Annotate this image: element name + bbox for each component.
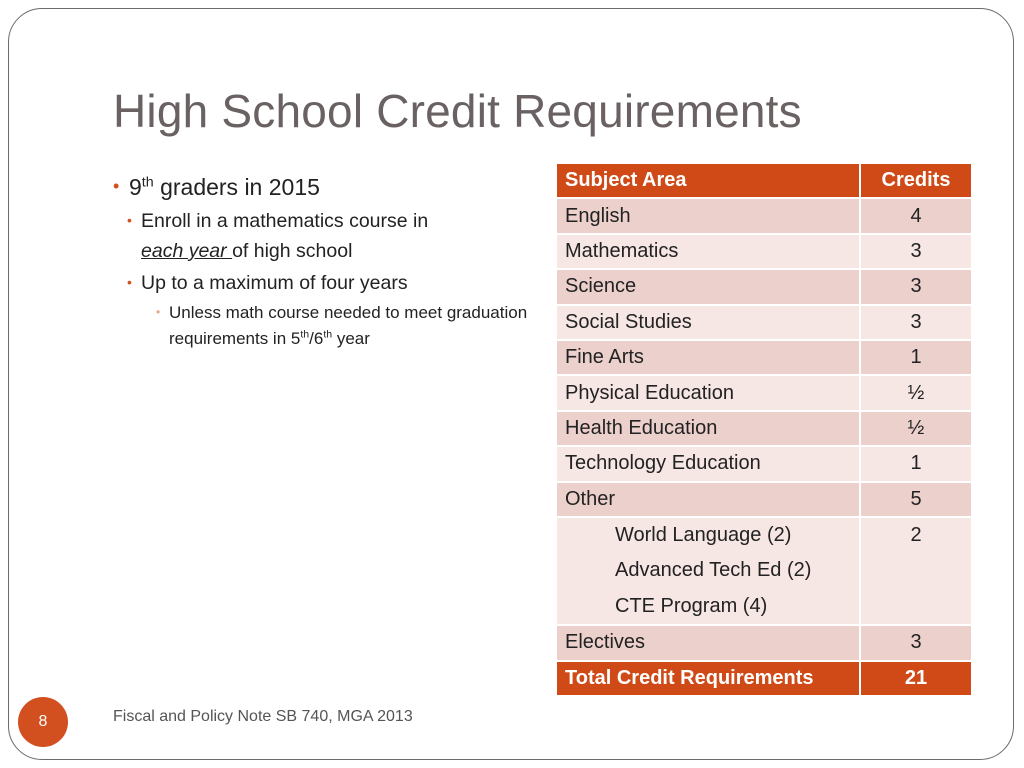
subject-cell: Mathematics bbox=[556, 234, 860, 269]
credits-cell: 4 bbox=[860, 198, 972, 233]
bullet-text: Up to a maximum of four years bbox=[141, 272, 408, 294]
subject-cell: English bbox=[556, 198, 860, 233]
bullet-text: year bbox=[332, 329, 370, 348]
superscript: th bbox=[141, 174, 154, 191]
superscript: th bbox=[300, 328, 310, 341]
bullet-text: /6 bbox=[309, 329, 324, 348]
credits-cell: ½ bbox=[860, 375, 972, 410]
bullet-text: Unless math course needed to meet graduation requirements in 5 bbox=[169, 303, 528, 348]
total-label-cell: Total Credit Requirements bbox=[556, 661, 860, 696]
bullet-text: 9 bbox=[129, 174, 142, 200]
page-number: 8 bbox=[38, 713, 48, 730]
subject-cell: Other bbox=[556, 482, 860, 517]
page-number-badge bbox=[18, 697, 68, 747]
credits-cell: 3 bbox=[860, 269, 972, 304]
bullet-list bbox=[113, 170, 538, 352]
subject-cell: Technology Education bbox=[556, 446, 860, 481]
table-row bbox=[556, 305, 972, 340]
table-row-other-breakdown bbox=[556, 517, 972, 625]
table-row bbox=[556, 198, 972, 233]
table-row bbox=[556, 340, 972, 375]
table-row bbox=[556, 625, 972, 660]
subject-cell: Electives bbox=[556, 625, 860, 660]
credits-cell: 1 bbox=[860, 446, 972, 481]
subject-cell: Fine Arts bbox=[556, 340, 860, 375]
bullet-level2 bbox=[113, 206, 538, 266]
slide-title: High School Credit Requirements bbox=[113, 85, 802, 137]
credits-cell: 3 bbox=[860, 305, 972, 340]
table-total-row bbox=[556, 661, 972, 696]
subject-cell: Science bbox=[556, 269, 860, 304]
bullet-text: graders in 2015 bbox=[153, 174, 320, 200]
table-row bbox=[556, 482, 972, 517]
credits-cell: ½ bbox=[860, 411, 972, 446]
bullet-dot-icon: • bbox=[156, 305, 161, 319]
footer-source-note: Fiscal and Policy Note SB 740, MGA 2013 bbox=[113, 708, 413, 725]
subject-cell: Social Studies bbox=[556, 305, 860, 340]
bullet-text: Enroll in a mathematics course in bbox=[141, 210, 429, 232]
bullet-dot-icon: • bbox=[113, 176, 120, 196]
credits-cell: 5 bbox=[860, 482, 972, 517]
table-header-row bbox=[556, 163, 972, 198]
header-credits: Credits bbox=[860, 163, 972, 198]
table-row bbox=[556, 411, 972, 446]
subject-cell: Physical Education bbox=[556, 375, 860, 410]
table-row bbox=[556, 234, 972, 269]
table-row bbox=[556, 446, 972, 481]
superscript: th bbox=[323, 328, 333, 341]
bullet-level1 bbox=[113, 170, 538, 204]
other-item: Advanced Tech Ed (2) bbox=[615, 559, 812, 582]
other-item: CTE Program (4) bbox=[615, 594, 768, 617]
credits-cell: 3 bbox=[860, 625, 972, 660]
subject-cell: Health Education bbox=[556, 411, 860, 446]
credits-cell: 1 bbox=[860, 340, 972, 375]
other-breakdown-cell bbox=[556, 517, 860, 625]
emphasis-text: each year bbox=[141, 240, 233, 262]
header-subject-area: Subject Area bbox=[556, 163, 860, 198]
credits-cell: 3 bbox=[860, 234, 972, 269]
bullet-level3 bbox=[113, 300, 538, 352]
bullet-dot-icon: • bbox=[127, 274, 132, 290]
bullet-level2 bbox=[113, 268, 538, 298]
credits-cell: 2 bbox=[860, 517, 972, 625]
bullet-text: of high school bbox=[232, 240, 353, 262]
table-row bbox=[556, 269, 972, 304]
total-credits-cell: 21 bbox=[860, 661, 972, 696]
table-row bbox=[556, 375, 972, 410]
other-item: World Language (2) bbox=[615, 523, 792, 546]
bullet-dot-icon: • bbox=[127, 212, 132, 228]
credit-requirements-table bbox=[555, 162, 973, 697]
